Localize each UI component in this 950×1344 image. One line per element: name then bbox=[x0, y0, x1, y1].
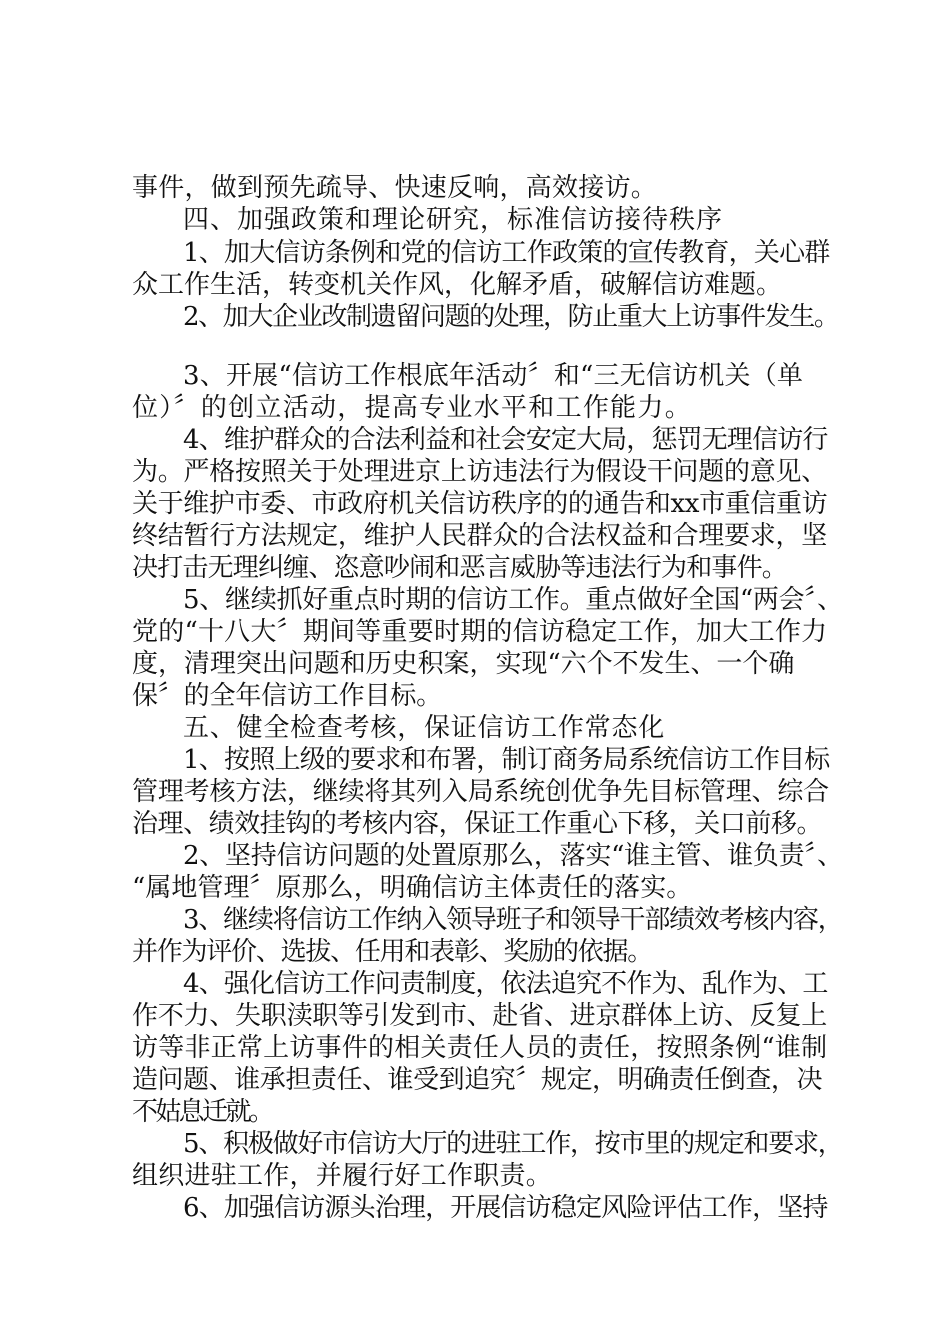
text-line: 保〞的全年信访工作目标。 bbox=[132, 681, 443, 711]
text-line: 4、维护群众的合法利益和社会安定大局，惩罚无理信访行 bbox=[183, 425, 828, 455]
text-line: 位）〞的创立活动，提高专业水平和工作能力。 bbox=[132, 393, 693, 423]
text-line: 不姑息迁就。 bbox=[132, 1097, 273, 1127]
text-line: 作不力、失职渎职等引发到市、赴省、进京群体上访、反复上 bbox=[132, 1001, 828, 1031]
text-line: 决打击无理纠缠、恣意吵闹和恶言威胁等违法行为和事件。 bbox=[132, 553, 788, 583]
text-line: 党的“十八大〞期间等重要时期的信访稳定工作，加大工作力 bbox=[132, 617, 828, 647]
text-line: 关于维护市委、市政府机关信访秩序的的通告和xx市重信重访 bbox=[132, 489, 828, 519]
text-line: 5、继续抓好重点时期的信访工作。重点做好全国“两会〞、 bbox=[183, 585, 843, 615]
section-heading: 五、健全检查考核，保证信访工作常态化 bbox=[183, 713, 666, 743]
text-line: 6、加强信访源头治理，开展信访稳定风险评估工作，坚持 bbox=[183, 1193, 828, 1223]
text-line: 1、加大信访条例和党的信访工作政策的宣传教育，关心群 bbox=[183, 238, 830, 268]
text-line: 1、按照上级的要求和布署，制订商务局系统信访工作目标 bbox=[183, 745, 830, 775]
text-line: 治理、绩效挂钩的考核内容，保证工作重心下移，关口前移。 bbox=[132, 809, 823, 839]
text-line: 5、积极做好市信访大厅的进驻工作，按市里的规定和要求， bbox=[183, 1129, 843, 1159]
text-line: 4、强化信访工作问责制度，依法追究不作为、乱作为、工 bbox=[183, 969, 828, 999]
text-line: 管理考核方法，继续将其列入局系统创优争先目标管理、综合 bbox=[132, 777, 830, 807]
text-line: 造问题、谁承担责任、谁受到追究〞规定，明确责任倒查，决 bbox=[132, 1065, 823, 1095]
text-line: 2、坚持信访问题的处置原那么，落实“谁主管、谁负责〞、 bbox=[183, 841, 843, 871]
text-line: 3、开展“信访工作根底年活动〞和“三无信访机关（单 bbox=[183, 361, 804, 391]
text-line: 事件，做到预先疏导、快速反响，高效接访。 bbox=[132, 173, 658, 203]
text-line: 组织进驻工作，并履行好工作职责。 bbox=[132, 1161, 553, 1191]
text-line: “属地管理〞原那么，明确信访主体责任的落实。 bbox=[132, 873, 693, 903]
text-line: 为。严格按照关于处理进京上访违法行为假设干问题的意见、 bbox=[132, 457, 828, 487]
text-line: 众工作生活，转变机关作风，化解矛盾，破解信访难题。 bbox=[132, 270, 783, 300]
text-line: 2、加大企业改制遗留问题的处理，防止重大上访事件发生。 bbox=[183, 302, 839, 332]
text-line: 度，清理突出问题和历史积案，实现“六个不发生、一个确 bbox=[132, 649, 795, 679]
text-line: 访等非正常上访事件的相关责任人员的责任，按照条例“谁制 bbox=[132, 1033, 828, 1063]
text-line: 并作为评价、选拔、任用和表彰、奖励的依据。 bbox=[132, 937, 653, 967]
section-heading: 四、加强政策和理论研究，标准信访接待秩序 bbox=[183, 205, 724, 235]
text-line: 3、继续将信访工作纳入领导班子和领导干部绩效考核内容， bbox=[183, 905, 843, 935]
text-line: 终结暂行方法规定，维护人民群众的合法权益和合理要求，坚 bbox=[132, 521, 828, 551]
